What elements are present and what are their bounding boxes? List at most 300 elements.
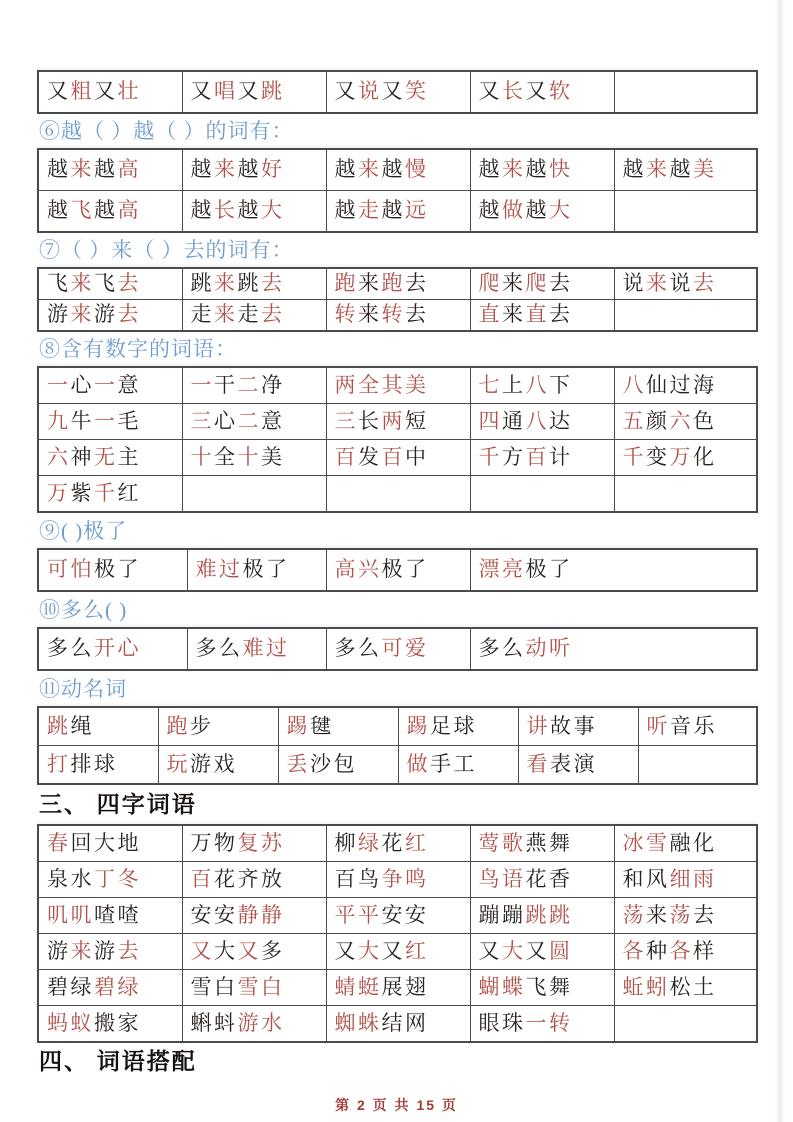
word-run-red: 爬: [478, 271, 502, 296]
table-row: [38, 862, 757, 898]
empty-cell: [614, 300, 757, 332]
word-run-red: 九: [47, 408, 71, 433]
word-cell: [470, 440, 614, 476]
word-cell: [470, 970, 614, 1006]
word-run-black: 发: [358, 444, 382, 469]
word-run-red: 来: [70, 271, 94, 296]
word-run-black: 神: [70, 444, 94, 469]
word-run-red: 去: [117, 302, 141, 327]
word-run-black: 沙包: [310, 751, 357, 776]
word-run-black: 极了: [94, 557, 141, 582]
word-cell: [326, 628, 470, 670]
empty-cell: [614, 191, 757, 233]
word-run-red: 转: [381, 302, 405, 327]
word-cell: [398, 707, 518, 746]
word-run-red: 蜘蛛: [334, 1010, 382, 1035]
table-laiqu-pattern-words: [37, 267, 758, 332]
word-cell: [470, 268, 614, 300]
word-run-black: 又: [525, 79, 549, 104]
word-run-red: 听: [646, 713, 670, 738]
word-run-red: 跳: [261, 79, 285, 104]
word-run-black: 主: [117, 444, 141, 469]
word-run-black: 松土: [669, 974, 717, 999]
heading-6-yue-pattern: ⑥越（ ）越（ ）的词有：: [39, 119, 294, 143]
word-run-black: 来: [646, 902, 670, 927]
word-run-black: 飞舞: [525, 974, 573, 999]
word-run-black: 足球: [430, 713, 477, 738]
word-run-black: 来: [358, 302, 382, 327]
word-run-red: 丢: [286, 751, 310, 776]
word-run-red: 唱: [214, 79, 238, 104]
word-run-black: 蹦蹦: [478, 902, 526, 927]
table-row: [38, 746, 757, 785]
word-run-black: 柳: [334, 830, 358, 855]
word-run-black: 越: [478, 157, 502, 182]
table-row: [38, 367, 757, 404]
word-run-black: 跳: [190, 271, 214, 296]
word-run-black: 下: [549, 372, 573, 397]
word-cell: [326, 71, 470, 113]
word-run-black: 燕舞: [525, 830, 573, 855]
word-run-red: 百: [334, 444, 358, 469]
word-cell: [38, 191, 182, 233]
heading-9-jile-pattern: ⑨( )极了: [39, 519, 128, 543]
word-run-red: 转: [334, 302, 358, 327]
word-run-black: 越: [47, 198, 71, 223]
word-run-red: 来: [358, 157, 382, 182]
word-run-red: 蝴蝶: [478, 974, 526, 999]
word-run-red: 慢: [405, 157, 429, 182]
word-cell: [182, 825, 326, 862]
word-run-red: 可爱: [381, 636, 429, 661]
word-run-red: 难过: [242, 636, 290, 661]
word-cell: [518, 707, 638, 746]
word-run-red: 一: [94, 408, 118, 433]
word-run-red: 跑: [166, 713, 190, 738]
word-cell: [326, 268, 470, 300]
word-cell: [38, 440, 182, 476]
word-cell: [470, 149, 614, 191]
table-row: [38, 549, 757, 591]
word-run-black: 极了: [381, 557, 429, 582]
word-run-black: 中: [405, 444, 429, 469]
word-run-black: 越: [525, 198, 549, 223]
table-jile-pattern-words: [37, 548, 758, 592]
word-run-red: 打: [47, 751, 71, 776]
word-run-black: 游: [94, 302, 118, 327]
word-run-black: 结网: [381, 1010, 429, 1035]
word-run-black: 蝌蚪: [190, 1010, 238, 1035]
word-run-red: 来: [646, 271, 670, 296]
word-run-black: 仙过海: [646, 372, 717, 397]
word-cell: [470, 71, 614, 113]
word-run-red: 去: [261, 271, 285, 296]
word-run-black: 大: [214, 938, 238, 963]
word-run-black: 极了: [242, 557, 290, 582]
word-run-black: 紫: [70, 480, 94, 505]
word-run-black: 又: [237, 79, 261, 104]
word-run-red: 讲: [526, 713, 550, 738]
word-run-black: 花齐放: [214, 866, 285, 891]
word-run-black: 通: [502, 408, 526, 433]
word-run-red: 雪白: [237, 974, 285, 999]
word-cell: [326, 300, 470, 332]
word-run-black: 又: [334, 938, 358, 963]
word-cell: [326, 825, 470, 862]
word-run-black: 又: [478, 938, 502, 963]
word-run-red: 踢: [286, 713, 310, 738]
word-run-red: 跳跳: [525, 902, 573, 927]
word-run-red: 爬: [525, 271, 549, 296]
word-run-black: 说: [669, 271, 693, 296]
word-run-red: 八: [525, 372, 549, 397]
word-run-red: 好: [261, 157, 285, 182]
word-run-black: 融化: [669, 830, 717, 855]
word-run-black: 手工: [430, 751, 477, 776]
word-cell: [470, 934, 614, 970]
word-run-black: 变: [646, 444, 670, 469]
word-cell: [614, 970, 757, 1006]
word-run-black: 来: [502, 302, 526, 327]
word-run-red: 来: [70, 157, 94, 182]
word-cell: [158, 746, 278, 785]
word-run-black: 泉水: [47, 866, 94, 891]
word-run-black: 越: [381, 198, 405, 223]
word-run-red: 四: [478, 408, 502, 433]
table-row: [38, 71, 757, 113]
word-cell: [182, 404, 326, 440]
word-run-red: 蚯蚓: [622, 974, 670, 999]
word-run-red: 蚂蚁: [47, 1010, 94, 1035]
table-verb-noun-words: [37, 706, 758, 785]
word-run-black: 喳喳: [94, 902, 141, 927]
word-run-red: 五: [622, 408, 646, 433]
heading-10-duome-pattern: ⑩多么( ): [39, 598, 128, 622]
word-run-black: 极了: [525, 557, 573, 582]
word-run-red: 一: [47, 372, 71, 397]
word-run-black: 化: [693, 444, 717, 469]
word-run-black: 越: [381, 157, 405, 182]
word-run-black: 越: [190, 198, 214, 223]
word-cell: [182, 300, 326, 332]
word-cell: [326, 367, 470, 404]
word-run-black: 花: [381, 830, 405, 855]
word-run-black: 飞: [47, 271, 71, 296]
word-cell: [326, 549, 470, 591]
word-cell: [326, 970, 470, 1006]
table-row: [38, 440, 757, 476]
word-run-black: 安安: [190, 902, 238, 927]
word-run-black: 展翅: [381, 974, 429, 999]
word-cell: [182, 191, 326, 233]
word-cell: [470, 1006, 614, 1043]
table-row: [38, 300, 757, 332]
word-cell: [38, 898, 182, 934]
word-cell: [470, 628, 757, 670]
word-cell: [38, 149, 182, 191]
word-run-red: 千: [622, 444, 646, 469]
word-run-red: 百: [190, 866, 214, 891]
word-cell: [326, 1006, 470, 1043]
word-cell: [518, 746, 638, 785]
word-run-red: 粗: [70, 79, 94, 104]
word-cell: [38, 862, 182, 898]
word-run-black: 游: [94, 938, 118, 963]
word-run-red: 高: [117, 198, 141, 223]
word-run-red: 万: [47, 480, 71, 505]
word-run-black: 越: [334, 198, 358, 223]
word-run-red: 各: [669, 938, 693, 963]
word-run-black: 百鸟: [334, 866, 382, 891]
word-run-black: 去: [405, 302, 429, 327]
word-run-black: 雪白: [190, 974, 238, 999]
word-run-black: 飞: [94, 271, 118, 296]
word-run-black: 达: [549, 408, 573, 433]
word-cell: [38, 549, 187, 591]
word-cell: [614, 898, 757, 934]
word-cell: [38, 476, 182, 513]
word-run-red: 无: [94, 444, 118, 469]
word-run-black: 越: [622, 157, 646, 182]
word-cell: [326, 440, 470, 476]
word-run-red: 红: [405, 938, 429, 963]
word-cell: [278, 746, 398, 785]
word-run-black: 去: [549, 271, 573, 296]
word-run-black: 心: [70, 372, 94, 397]
word-cell: [182, 934, 326, 970]
table-row: [38, 268, 757, 300]
word-run-black: 排球: [70, 751, 118, 776]
table-row: [38, 934, 757, 970]
word-run-red: 平平: [334, 902, 382, 927]
empty-cell: [182, 476, 326, 513]
word-run-black: 越: [478, 198, 502, 223]
empty-cell: [638, 746, 757, 785]
word-cell: [470, 404, 614, 440]
word-run-black: 越: [669, 157, 693, 182]
word-run-red: 美: [693, 157, 717, 182]
word-run-red: 大: [261, 198, 285, 223]
word-run-red: 二: [237, 372, 261, 397]
empty-cell: [614, 476, 757, 513]
word-run-red: 去: [117, 938, 141, 963]
word-run-black: 干: [214, 372, 238, 397]
word-run-black: 多么: [478, 636, 526, 661]
word-run-red: 十: [190, 444, 214, 469]
word-run-red: 看: [526, 751, 550, 776]
word-run-red: 漂亮: [478, 557, 526, 582]
word-cell: [614, 934, 757, 970]
word-run-red: 各: [622, 938, 646, 963]
word-run-black: 走: [237, 302, 261, 327]
word-run-black: 全: [214, 444, 238, 469]
word-run-black: 净: [261, 372, 285, 397]
word-run-black: 去: [693, 902, 717, 927]
word-cell: [38, 746, 158, 785]
word-cell: [182, 862, 326, 898]
heading-7-laiqu-pattern: ⑦（ ）来（ ）去的词有：: [39, 238, 294, 262]
word-cell: [326, 191, 470, 233]
heading-8-number-words: ⑧含有数字的词语：: [39, 337, 237, 361]
word-run-black: 跳: [237, 271, 261, 296]
word-run-black: 又: [334, 79, 358, 104]
word-run-red: 百: [525, 444, 549, 469]
word-run-red: 游水: [237, 1010, 285, 1035]
word-run-red: 七: [478, 372, 502, 397]
word-run-red: 二: [237, 408, 261, 433]
word-run-black: 上: [502, 372, 526, 397]
word-run-black: 长: [358, 408, 382, 433]
word-run-red: 两: [381, 408, 405, 433]
word-cell: [326, 404, 470, 440]
word-run-black: 来: [358, 271, 382, 296]
word-cell: [638, 707, 757, 746]
word-run-red: 去: [261, 302, 285, 327]
word-run-red: 来: [214, 271, 238, 296]
word-run-black: 又: [190, 79, 214, 104]
word-run-black: 越: [94, 198, 118, 223]
word-cell: [470, 300, 614, 332]
word-run-black: 越: [47, 157, 71, 182]
word-run-red: 长: [214, 198, 238, 223]
empty-cell: [614, 71, 757, 113]
word-cell: [182, 440, 326, 476]
word-cell: [614, 367, 757, 404]
heading-11-verb-noun: ⑪动名词: [39, 677, 127, 701]
word-run-red: 荡: [669, 902, 693, 927]
word-run-red: 长: [502, 79, 526, 104]
word-run-red: 笑: [405, 79, 429, 104]
word-run-red: 来: [502, 157, 526, 182]
word-run-red: 春: [47, 830, 71, 855]
word-cell: [182, 1006, 326, 1043]
word-run-black: 越: [237, 157, 261, 182]
table-row: [38, 149, 757, 191]
word-run-red: 玩: [166, 751, 190, 776]
word-run-red: 可怕: [47, 557, 94, 582]
word-run-red: 鸟语: [478, 866, 526, 891]
word-cell: [182, 898, 326, 934]
word-run-black: 绳: [70, 713, 94, 738]
word-run-black: 音乐: [670, 713, 717, 738]
word-run-black: 又: [478, 79, 502, 104]
word-cell: [182, 268, 326, 300]
word-cell: [614, 862, 757, 898]
word-run-black: 计: [549, 444, 573, 469]
word-run-black: 种: [646, 938, 670, 963]
word-run-black: 方: [502, 444, 526, 469]
word-run-red: 荡: [622, 902, 646, 927]
word-run-red: 圆: [549, 938, 573, 963]
word-cell: [38, 300, 182, 332]
word-run-red: 跳: [47, 713, 71, 738]
word-run-black: 颜: [646, 408, 670, 433]
word-cell: [470, 898, 614, 934]
word-run-red: 一: [94, 372, 118, 397]
word-run-black: 和风: [622, 866, 670, 891]
word-cell: [38, 404, 182, 440]
empty-cell: [470, 476, 614, 513]
word-cell: [38, 825, 182, 862]
word-run-black: 越: [237, 198, 261, 223]
word-run-red: 千: [94, 480, 118, 505]
word-run-black: 故事: [550, 713, 597, 738]
word-cell: [38, 1006, 182, 1043]
word-run-red: 来: [214, 157, 238, 182]
word-cell: [398, 746, 518, 785]
word-run-red: 软: [549, 79, 573, 104]
word-run-black: 走: [190, 302, 214, 327]
word-cell: [187, 549, 326, 591]
word-run-red: 踢: [406, 713, 430, 738]
table-yue-pattern-words: [37, 148, 758, 233]
table-row: [38, 825, 757, 862]
word-run-red: 来: [70, 302, 94, 327]
word-run-red: 三: [334, 408, 358, 433]
word-cell: [614, 149, 757, 191]
word-run-red: 争鸣: [381, 866, 429, 891]
word-run-red: 八: [622, 372, 646, 397]
word-run-red: 两全其美: [334, 372, 429, 397]
table-duome-pattern-words: [37, 627, 758, 671]
word-cell: [38, 71, 182, 113]
word-run-red: 碧绿: [94, 974, 141, 999]
word-run-black: 又: [381, 79, 405, 104]
empty-cell: [326, 476, 470, 513]
empty-cell: [614, 1006, 757, 1043]
word-cell: [326, 934, 470, 970]
word-run-black: 毽: [310, 713, 334, 738]
word-run-red: 开心: [94, 636, 141, 661]
word-run-red: 高兴: [334, 557, 382, 582]
table-row: [38, 404, 757, 440]
word-run-black: 表演: [550, 751, 597, 776]
word-cell: [38, 970, 182, 1006]
word-run-red: 来: [214, 302, 238, 327]
word-run-red: 直: [478, 302, 502, 327]
word-run-black: 步: [190, 713, 214, 738]
word-cell: [614, 268, 757, 300]
word-run-red: 跑: [381, 271, 405, 296]
word-run-black: 样: [693, 938, 717, 963]
word-run-red: 百: [381, 444, 405, 469]
word-run-red: 六: [47, 444, 71, 469]
word-run-red: 做: [502, 198, 526, 223]
word-run-red: 又: [237, 938, 261, 963]
word-run-black: 来: [502, 271, 526, 296]
word-run-black: 心: [214, 408, 238, 433]
word-run-red: 去: [117, 271, 141, 296]
word-run-black: 搬家: [94, 1010, 141, 1035]
section-4-word-collocation-title: 四、 词语搭配: [39, 1049, 197, 1074]
word-run-black: 又: [94, 79, 118, 104]
word-run-red: 远: [405, 198, 429, 223]
word-run-black: 意: [117, 372, 141, 397]
word-run-red: 十: [237, 444, 261, 469]
word-run-black: 多么: [334, 636, 382, 661]
word-run-black: 又: [381, 938, 405, 963]
word-run-red: 难过: [195, 557, 243, 582]
word-run-red: 一: [190, 372, 214, 397]
word-run-red: 跑: [334, 271, 358, 296]
word-run-black: 说: [622, 271, 646, 296]
word-cell: [470, 825, 614, 862]
page-number: 第 2 页 共 15 页: [335, 1097, 458, 1113]
word-run-red: 走: [358, 198, 382, 223]
word-run-red: 去: [693, 271, 717, 296]
word-run-black: 安安: [381, 902, 429, 927]
table-row: [38, 970, 757, 1006]
